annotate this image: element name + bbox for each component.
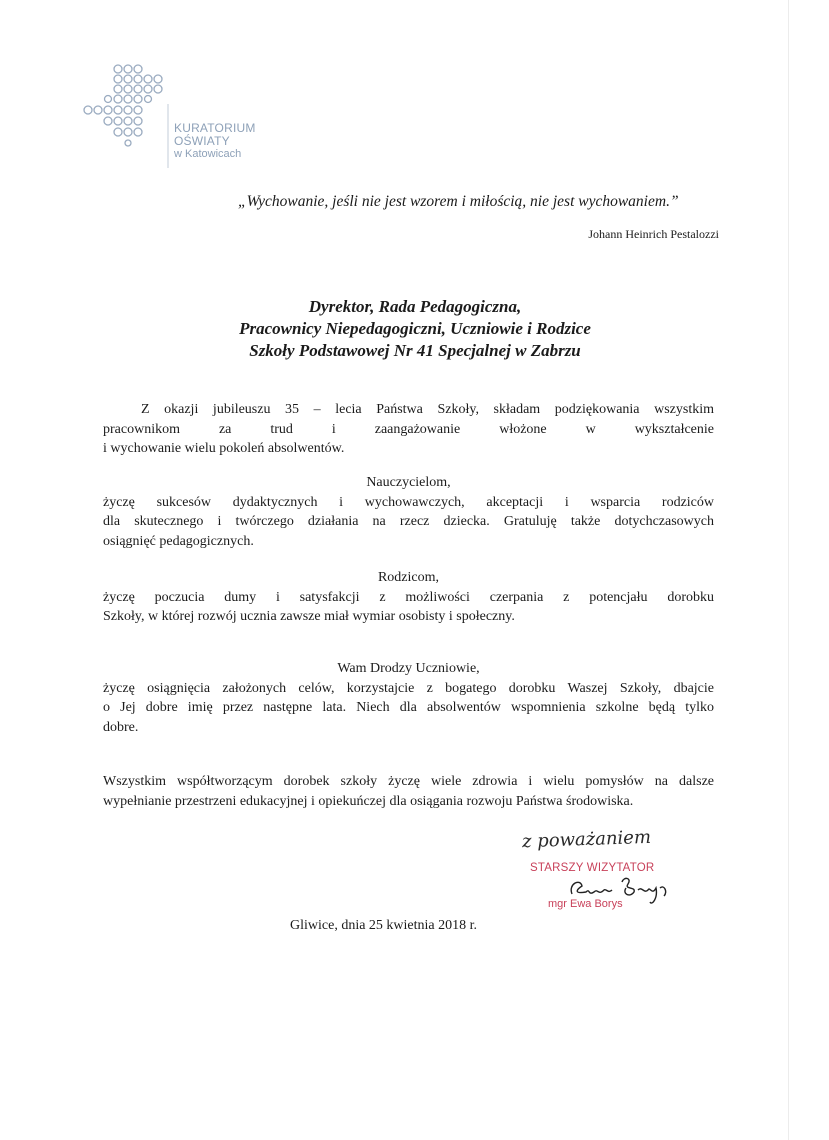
page-edge — [788, 0, 789, 1140]
salutation: Nauczycielom, — [366, 475, 451, 490]
addressee-heading — [100, 296, 730, 362]
closing-paragraph — [103, 772, 714, 811]
paragraph-line: wypełnianie przestrzeni edukacyjnej i opiekuńczej dla osiągania rozwoju Państwa środowiska. — [103, 793, 634, 809]
org-line-3: w Katowicach — [174, 148, 242, 160]
stamp-name: mgr Ewa Borys — [548, 898, 623, 910]
paragraph-line: dobre. — [103, 719, 139, 735]
intro-paragraph — [103, 400, 714, 459]
salutation: Rodzicom, — [377, 570, 440, 585]
paragraph-line: życzę poczucia dumy i satysfakcji z możliwości czerpania z potencjału dorobku — [103, 589, 714, 605]
paragraph-line: Szkoły, w której rozwój ucznia zawsze miał wymiar osobisty i społeczny. — [103, 609, 515, 624]
motto-quote: „Wychowanie, jeśli nie jest wzorem i miłością, nie jest wychowaniem.” — [238, 193, 679, 210]
stamp-title: STARSZY WIZYTATOR — [530, 862, 655, 874]
org-line-1: KURATORIUM — [174, 121, 256, 135]
paragraph-line: osiągnięć pedagogicznych. — [103, 533, 254, 549]
org-line-2: OŚWIATY — [174, 134, 230, 148]
salutation: Wam Drodzy Uczniowie, — [337, 661, 480, 676]
paragraph-line: Wszystkim współtworzącym dorobek szkoły życzę wiele zdrowia i wielu pomysłów na dalsze — [103, 774, 714, 789]
teachers-paragraph — [103, 473, 714, 551]
paragraph-line: życzę osiągnięcia założonych celów, korzystajcie z bogatego dorobku Waszej Szkoły, dbajcie — [103, 680, 714, 696]
paragraph-line: pracownikom za trud i zaangażowanie włożone w wykształcenie — [103, 421, 714, 437]
place-date: Gliwice, dnia 25 kwietnia 2018 r. — [290, 918, 478, 933]
students-paragraph — [103, 659, 714, 737]
paragraph-line: dla skutecznego i twórczego działania na rzecz dziecka. Gratuluję także dotychczasowych — [103, 514, 714, 529]
paragraph-line: Z okazji jubileuszu 35 – lecia Państwa Szkoły, składam podziękowania wszystkim — [141, 402, 714, 417]
paragraph-line: życzę sukcesów dydaktycznych i wychowawczych, akceptacji i wsparcia rodziców — [103, 494, 714, 510]
dot-matrix-logo-icon — [82, 60, 172, 180]
closing-handwritten: z poważaniem — [521, 826, 652, 853]
addressee-line: Pracownicy Niepedagogiczni, Uczniowie i Rodzice — [239, 319, 591, 338]
paragraph-line: i wychowanie wielu pokoleń absolwentów. — [103, 441, 345, 456]
addressee-line: Dyrektor, Rada Pedagogiczna, — [308, 297, 522, 316]
addressee-line: Szkoły Podstawowej Nr 41 Specjalnej w Zabrzu — [249, 341, 581, 360]
parents-paragraph — [103, 568, 714, 627]
paragraph-line: o Jej dobre imię przez następne lata. Niech dla absolwentów wspomnienia szkolne będą tylko — [103, 700, 714, 715]
motto-author: Johann Heinrich Pestalozzi — [588, 227, 719, 241]
letterhead-org-name — [174, 122, 256, 161]
letterhead-logo — [82, 60, 262, 180]
